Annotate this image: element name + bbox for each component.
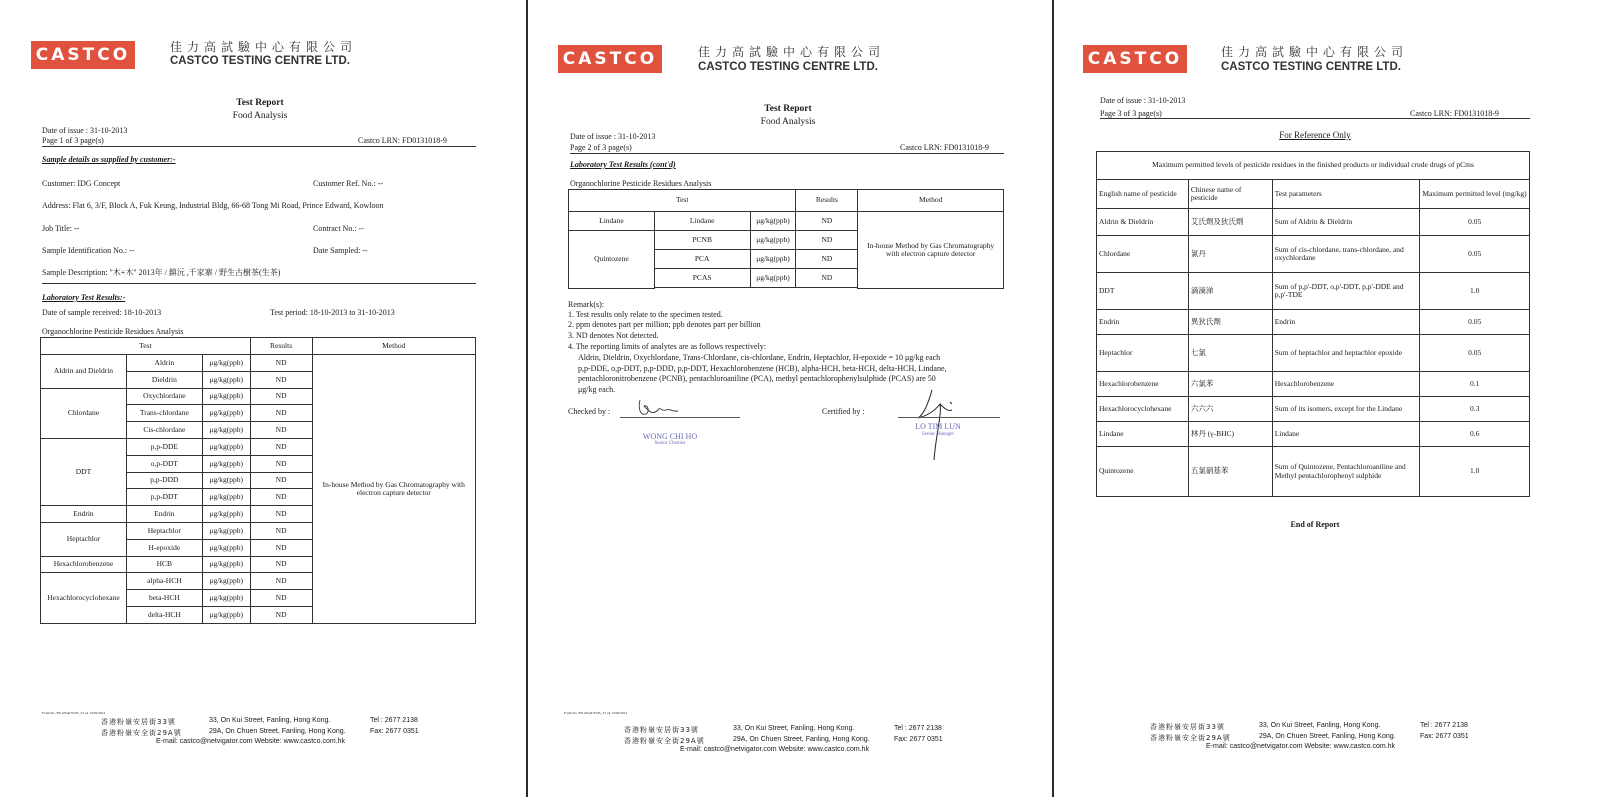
unit-cell: μg/kg(ppb) — [202, 539, 250, 556]
chinese-name-cell: 五氯硝基苯 — [1188, 447, 1272, 497]
unit-cell: μg/kg(ppb) — [202, 455, 250, 472]
result-cell: ND — [250, 355, 312, 372]
test-item: Trans-chlordane — [126, 405, 202, 422]
company-name-zh: 佳力高試驗中心有限公司 — [170, 40, 358, 54]
test-item: Oxychlordane — [126, 388, 202, 405]
test-item: HCB — [126, 556, 202, 573]
unit-cell: μg/kg(ppb) — [750, 250, 796, 269]
unit-cell: μg/kg(ppb) — [750, 231, 796, 250]
chinese-name-cell: 六六六 — [1188, 397, 1272, 422]
unit-cell: μg/kg(ppb) — [202, 573, 250, 590]
report-page-3 — [1054, 0, 1600, 797]
reference-table — [1096, 151, 1530, 497]
footer-address-2-zh: 香港粉嶺安全街29A號 — [624, 737, 705, 745]
footer-address-2-en: 29A, On Chuen Street, Fanling, Hong Kong. — [1259, 733, 1396, 740]
result-cell: ND — [250, 422, 312, 439]
castco-lrn: Castco LRN: FD0131018-9 — [1410, 109, 1499, 118]
chinese-name-cell: 七氯 — [1188, 335, 1272, 372]
test-item: alpha-HCH — [126, 573, 202, 590]
header-test: Test — [41, 338, 251, 355]
company-name-en: CASTCO TESTING CENTRE LTD. — [170, 55, 350, 67]
result-cell: ND — [250, 573, 312, 590]
max-level-cell: 1.0 — [1420, 447, 1530, 497]
certifier-signature-line — [898, 417, 1000, 418]
result-cell: ND — [250, 506, 312, 523]
max-level-cell: 0.6 — [1420, 422, 1530, 447]
max-level-cell: 1.0 — [1420, 273, 1530, 310]
report-subtitle: Food Analysis — [760, 117, 816, 127]
test-group-lindane: Lindane — [569, 212, 655, 231]
test-item: Endrin — [126, 506, 202, 523]
header-results: Results — [250, 338, 312, 355]
footer-address-1-en: 33, On Kui Street, Fanling, Hong Kong. — [1259, 722, 1381, 729]
footer-fax: Fax: 2677 0351 — [1420, 733, 1469, 740]
test-parameter-cell: Sum of cis-chlordane, trans-chlordane, and oxychlordane — [1272, 236, 1420, 273]
english-name-cell: Heptachlor — [1097, 335, 1189, 372]
analysis-title: Organochlorine Pesticide Residues Analysis — [570, 179, 712, 188]
test-parameter-cell: Sum of p,p'-DDT, o,p'-DDT, p,p'-DDE and p,p'-TDE — [1272, 273, 1420, 310]
header-method: Method — [312, 338, 476, 355]
test-item: PCNB — [654, 231, 750, 250]
date-received-field: Date of sample received: 18-10-2013 — [42, 308, 162, 317]
chinese-name-cell: 林丹 (γ-BHC) — [1188, 422, 1272, 447]
result-cell: ND — [250, 606, 312, 623]
header-max-level: Maximum permitted level (mg/kg) — [1420, 180, 1530, 209]
unit-cell: μg/kg(ppb) — [202, 438, 250, 455]
lab-results-heading: Laboratory Test Results (cont'd) — [570, 160, 676, 169]
test-item: H-epoxide — [126, 539, 202, 556]
date-of-issue: Date of issue : 31-10-2013 — [42, 126, 128, 135]
result-cell: ND — [250, 472, 312, 489]
footer-address-2-zh: 香港粉嶺安全街29A號 — [1150, 734, 1231, 742]
test-item: delta-HCH — [126, 606, 202, 623]
test-parameter-cell: Hexachlorobenzene — [1272, 372, 1420, 397]
result-cell: ND — [250, 539, 312, 556]
unit-cell: μg/kg(ppb) — [202, 472, 250, 489]
footer-address-1-en: 33, On Kui Street, Fanling, Hong Kong. — [209, 717, 331, 724]
checker-signature-line — [620, 417, 740, 418]
test-period-field: Test period: 18-10-2013 to 31-10-2013 — [270, 308, 395, 317]
english-name-cell: Hexachlorobenzene — [1097, 372, 1189, 397]
remark-line: 4. The reporting limits of analytes are as follows respectively: — [568, 342, 767, 351]
certifier-name: LO TIM LUN — [915, 422, 961, 431]
sample-id-field: Sample Identification No.: -- — [42, 246, 135, 255]
remark-line: p,p-DDE, o,p-DDT, p,p-DDD, p,p-DDT, Hexachlorobenzene (HCB), alpha-HCH, beta-HCH, delta-HCH, Lindane, — [578, 364, 947, 373]
test-item: PCA — [654, 250, 750, 269]
company-name-zh: 佳力高試驗中心有限公司 — [698, 45, 886, 59]
table-row — [1097, 310, 1530, 335]
footer-address-1-zh: 香港粉嶺安居街33號 — [1150, 723, 1225, 731]
company-name-en: CASTCO TESTING CENTRE LTD. — [698, 61, 878, 73]
page-number: Page 1 of 3 page(s) — [42, 136, 104, 145]
certifier-title: Senior Manager — [921, 432, 955, 437]
result-cell: ND — [250, 388, 312, 405]
english-name-cell: DDT — [1097, 273, 1189, 310]
chinese-name-cell: 氯丹 — [1188, 236, 1272, 273]
table-row — [1097, 335, 1530, 372]
divider — [570, 153, 1004, 154]
header-method: Method — [858, 190, 1004, 212]
reference-title: For Reference Only — [1279, 130, 1351, 140]
test-item: p,p-DDE — [126, 438, 202, 455]
unit-cell: μg/kg(ppb) — [202, 556, 250, 573]
page-number: Page 2 of 3 page(s) — [570, 143, 632, 152]
test-item: p,p-DDD — [126, 472, 202, 489]
report-page-1 — [0, 0, 526, 797]
result-cell: ND — [250, 438, 312, 455]
test-item: Lindane — [654, 212, 750, 231]
contract-no-field: Contract No.: -- — [313, 224, 364, 233]
footer-email-web: E-mail: castco@netvigator.com Website: www.castco.com.hk — [156, 738, 346, 745]
footer-address-1-en: 33, On Kui Street, Fanling, Hong Kong. — [733, 725, 855, 732]
test-item: Aldrin — [126, 355, 202, 372]
max-level-cell: 0.05 — [1420, 310, 1530, 335]
footer-address-2-en: 29A, On Chuen Street, Fanling, Hong Kong. — [209, 728, 346, 735]
date-of-issue: Date of issue : 31-10-2013 — [570, 132, 656, 141]
checker-name: WONG CHI HO — [642, 432, 698, 441]
table-row — [1097, 397, 1530, 422]
unit-cell: μg/kg(ppb) — [202, 506, 250, 523]
footer-fax: Fax: 2677 0351 — [894, 736, 943, 743]
test-group: Endrin — [41, 506, 127, 523]
test-item: Dieldrin — [126, 371, 202, 388]
table-row — [1097, 447, 1530, 497]
footer-tel: Tel : 2677 2138 — [370, 717, 418, 724]
method-cell: In-house Method by Gas Chromatography with electron capture detector — [858, 212, 1004, 289]
english-name-cell: Aldrin & Dieldrin — [1097, 209, 1189, 236]
remark-line: 3. ND denotes Not detected. — [568, 331, 659, 340]
results-table — [568, 189, 1004, 289]
chinese-name-cell: 滴滴涕 — [1188, 273, 1272, 310]
test-item: o,p-DDT — [126, 455, 202, 472]
test-parameter-cell: Sum of its isomers, except for the Lindane — [1272, 397, 1420, 422]
report-page-2 — [528, 0, 1052, 797]
table-row — [1097, 273, 1530, 310]
test-group-quintozene: Quintozene — [569, 231, 655, 289]
result-cell: ND — [250, 455, 312, 472]
divider — [42, 283, 476, 284]
test-parameter-cell: Sum of heptachlor and heptachlor epoxide — [1272, 335, 1420, 372]
report-title: Test Report — [236, 98, 284, 108]
unit-cell: μg/kg(ppb) — [202, 422, 250, 439]
footer-email-web: E-mail: castco@netvigator.com Website: www.castco.com.hk — [1206, 743, 1396, 750]
test-group: Hexachlorobenzene — [41, 556, 127, 573]
result-cell: ND — [250, 405, 312, 422]
unit-cell: μg/kg(ppb) — [202, 388, 250, 405]
footer-address-1-zh: 香港粉嶺安居街33號 — [624, 726, 699, 734]
test-parameter-cell: Endrin — [1272, 310, 1420, 335]
castco-logo: CASTCO — [31, 41, 135, 69]
chinese-name-cell: 異狄氏劑 — [1188, 310, 1272, 335]
method-cell: In-house Method by Gas Chromatography with electron capture detector — [312, 355, 476, 624]
test-group: Hexachlorocyclohexane — [41, 573, 127, 623]
test-parameter-cell: Sum of Aldrin & Dieldrin — [1272, 209, 1420, 236]
result-cell: ND — [796, 212, 858, 231]
test-group: Heptachlor — [41, 522, 127, 556]
max-level-cell: 0.1 — [1420, 372, 1530, 397]
english-name-cell: Chlordane — [1097, 236, 1189, 273]
table-caption: Maximum permitted levels of pesticide residues in the finished products or individual crude drugs of pCms — [1097, 152, 1530, 180]
english-name-cell: Quintozene — [1097, 447, 1189, 497]
date-of-issue: Date of issue : 31-10-2013 — [1100, 96, 1186, 105]
date-sampled-field: Date Sampled: -- — [313, 246, 368, 255]
company-name-zh: 佳力高試驗中心有限公司 — [1221, 45, 1409, 59]
max-level-cell: 0.05 — [1420, 335, 1530, 372]
table-row — [1097, 236, 1530, 273]
english-name-cell: Lindane — [1097, 422, 1189, 447]
form-number: Form No. FD ANALYSIS_T1 e4 13/02/2012 — [42, 711, 106, 715]
customer-ref-field: Customer Ref. No.: -- — [313, 179, 383, 188]
analysis-title: Organochlorine Pesticide Residues Analysis — [42, 327, 184, 336]
divider — [1100, 118, 1530, 119]
footer-address-1-zh: 香港粉嶺安居街33號 — [101, 718, 176, 726]
result-cell: ND — [250, 590, 312, 607]
footer-fax: Fax: 2677 0351 — [370, 728, 419, 735]
report-subtitle: Food Analysis — [232, 111, 288, 121]
remarks-title: Remark(s): — [568, 300, 604, 309]
checker-title: Senior Chemist — [654, 441, 686, 446]
header-chinese-name: Chinese name of pesticide — [1188, 180, 1272, 209]
lab-results-heading: Laboratory Test Results:- — [42, 293, 126, 302]
test-item: PCAS — [654, 269, 750, 288]
footer-tel: Tel : 2677 2138 — [894, 725, 942, 732]
table-row — [1097, 422, 1530, 447]
max-level-cell: 0.05 — [1420, 236, 1530, 273]
test-group: Chlordane — [41, 388, 127, 438]
unit-cell: μg/kg(ppb) — [750, 269, 796, 288]
max-level-cell: 0.3 — [1420, 397, 1530, 422]
report-title: Test Report — [764, 104, 812, 114]
footer-address-2-en: 29A, On Chuen Street, Fanling, Hong Kong. — [733, 736, 870, 743]
castco-logo: CASTCO — [558, 45, 662, 73]
result-cell: ND — [250, 371, 312, 388]
english-name-cell: Endrin — [1097, 310, 1189, 335]
job-title-field: Job Title: -- — [42, 224, 80, 233]
footer-tel: Tel : 2677 2138 — [1420, 722, 1468, 729]
result-cell: ND — [796, 231, 858, 250]
unit-cell: μg/kg(ppb) — [202, 405, 250, 422]
page-number: Page 3 of 3 page(s) — [1100, 109, 1162, 118]
customer-field: Customer: IDG Concept — [42, 179, 121, 188]
checked-by-label: Checked by : — [568, 407, 611, 416]
header-english-name: English name of pesticide — [1097, 180, 1189, 209]
footer-address-2-zh: 香港粉嶺安全街29A號 — [101, 729, 182, 737]
form-number: Form No. FD ANALYSIS_T1 e4 13/02/2012 — [564, 711, 628, 715]
table-row — [41, 355, 476, 372]
castco-logo: CASTCO — [1083, 45, 1187, 73]
company-name-en: CASTCO TESTING CENTRE LTD. — [1221, 61, 1401, 73]
remark-line: μg/kg each. — [578, 385, 616, 394]
chinese-name-cell: 六氯苯 — [1188, 372, 1272, 397]
result-cell: ND — [250, 489, 312, 506]
table-row — [1097, 209, 1530, 236]
header-test: Test — [569, 190, 796, 212]
chinese-name-cell: 艾氏劑及狄氏劑 — [1188, 209, 1272, 236]
remark-line: pentachloronitrobenzene (PCNB), pentachloroaniline (PCA), methyl pentachlorophenylsulphide (PCAS) are 50 — [578, 374, 936, 383]
result-cell: ND — [250, 556, 312, 573]
test-group: DDT — [41, 438, 127, 505]
unit-cell: μg/kg(ppb) — [202, 590, 250, 607]
unit-cell: μg/kg(ppb) — [202, 489, 250, 506]
castco-lrn: Castco LRN: FD0131018-9 — [358, 136, 447, 145]
result-cell: ND — [796, 250, 858, 269]
sample-details-heading: Sample details as supplied by customer:- — [42, 155, 176, 164]
unit-cell: μg/kg(ppb) — [202, 522, 250, 539]
certified-by-label: Certified by : — [822, 407, 865, 416]
header-results: Results — [796, 190, 858, 212]
remark-line: Aldrin, Dieldrin, Oxychlordane, Trans-Chlordane, cis-chlordane, Endrin, Heptachlor, H-epoxide = 10 μg/kg each — [578, 353, 941, 362]
result-cell: ND — [250, 522, 312, 539]
sample-description-field: Sample Description: "木+木" 2013年 / 鎮沅 ,千家寨 / 野生古樹茶(生茶) — [42, 268, 281, 277]
unit-cell: μg/kg(ppb) — [202, 355, 250, 372]
test-item: beta-HCH — [126, 590, 202, 607]
address-field: Address: Flat 6, 3/F, Block A, Fuk Keung, Industrial Bldg, 66-68 Tong Mi Road, Prince Edward, Kowloon — [42, 201, 384, 210]
max-level-cell: 0.05 — [1420, 209, 1530, 236]
results-table — [40, 337, 476, 624]
test-parameter-cell: Lindane — [1272, 422, 1420, 447]
test-item: p,p-DDT — [126, 489, 202, 506]
footer-email-web: E-mail: castco@netvigator.com Website: www.castco.com.hk — [680, 746, 870, 753]
divider — [42, 146, 476, 147]
unit-cell: μg/kg(ppb) — [750, 212, 796, 231]
test-item: Heptachlor — [126, 522, 202, 539]
test-group: Aldrin and Dieldrin — [41, 355, 127, 389]
remark-line: 2. ppm denotes part per million; ppb denotes part per billion — [568, 320, 761, 329]
unit-cell: μg/kg(ppb) — [202, 606, 250, 623]
header-test-parameters: Test parameters — [1272, 180, 1420, 209]
castco-lrn: Castco LRN: FD0131018-9 — [900, 143, 989, 152]
test-item: Cis-chlordane — [126, 422, 202, 439]
remark-line: 1. Test results only relate to the specimen tested. — [568, 310, 723, 319]
english-name-cell: Hexachlorocyclohexane — [1097, 397, 1189, 422]
end-of-report: End of Report — [1290, 520, 1340, 529]
test-parameter-cell: Sum of Quintozene, Pentachloroaniline and Methyl pentachlorophenyl sulphide — [1272, 447, 1420, 497]
unit-cell: μg/kg(ppb) — [202, 371, 250, 388]
table-row — [1097, 372, 1530, 397]
result-cell: ND — [796, 269, 858, 288]
